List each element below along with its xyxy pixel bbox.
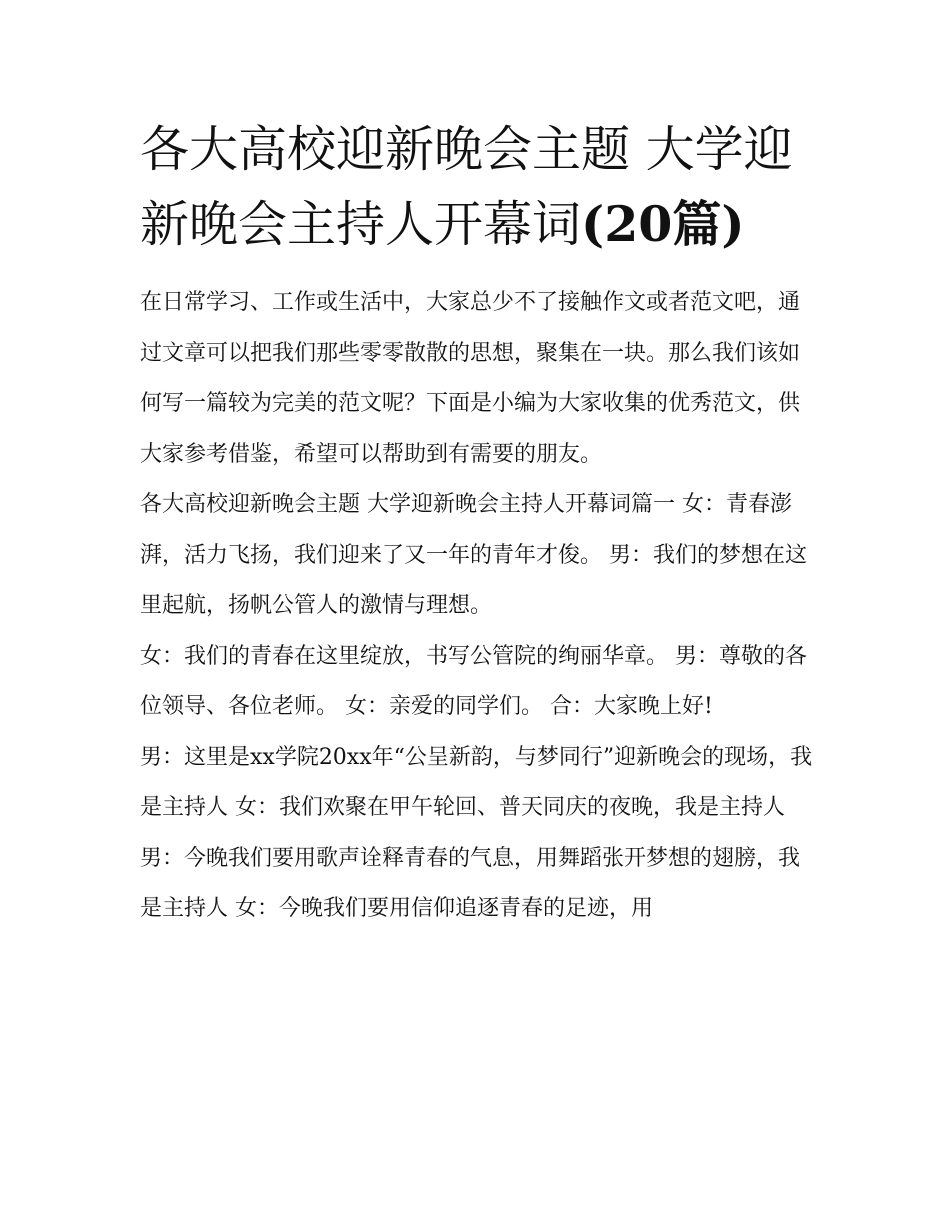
document-content bbox=[140, 112, 820, 935]
body-paragraph: 男：今晚我们要用歌声诠释青春的气息，用舞蹈张开梦想的翅膀，我是主持人 女：今晚我们要用信仰追逐青春的足迹，用 bbox=[140, 845, 801, 921]
intro-paragraph: 在日常学习、工作或生活中，大家总少不了接触作文或者范文吧，通过文章可以把我们那些零零散散的思想，聚集在一块。那么我们该如何写一篇较为完美的范文呢？下面是小编为大家收集的优秀范文，供大家参考借鉴，希望可以帮助到有需要的朋友。 bbox=[140, 290, 801, 467]
body-paragraph: 男：这里是xx学院20xx年“公呈新韵，与梦同行”迎新晚会的现场，我是主持人 女：我们欢聚在甲午轮回、普天同庆的夜晚，我是主持人 bbox=[140, 744, 813, 820]
title-part-1: 各大高校迎新晚会主题 大学迎 bbox=[140, 121, 793, 178]
body-paragraph: 女：我们的青春在这里绽放，书写公管院的绚丽华章。 男：尊敬的各位领导、各位老师。 女：亲爱的同学们。 合：大家晚上好! bbox=[140, 643, 807, 719]
title-part-3: (20篇) bbox=[581, 195, 745, 253]
title-part-2: 新晚会主持人开幕词 bbox=[140, 196, 582, 253]
body-paragraph: 各大高校迎新晚会主题 大学迎新晚会主持人开幕词篇一 女：青春澎湃，活力飞扬，我们迎来了又一年的青年才俊。 男：我们的梦想在这里起航，扬帆公管人的激情与理想。 bbox=[140, 492, 807, 618]
document-title bbox=[140, 112, 820, 262]
